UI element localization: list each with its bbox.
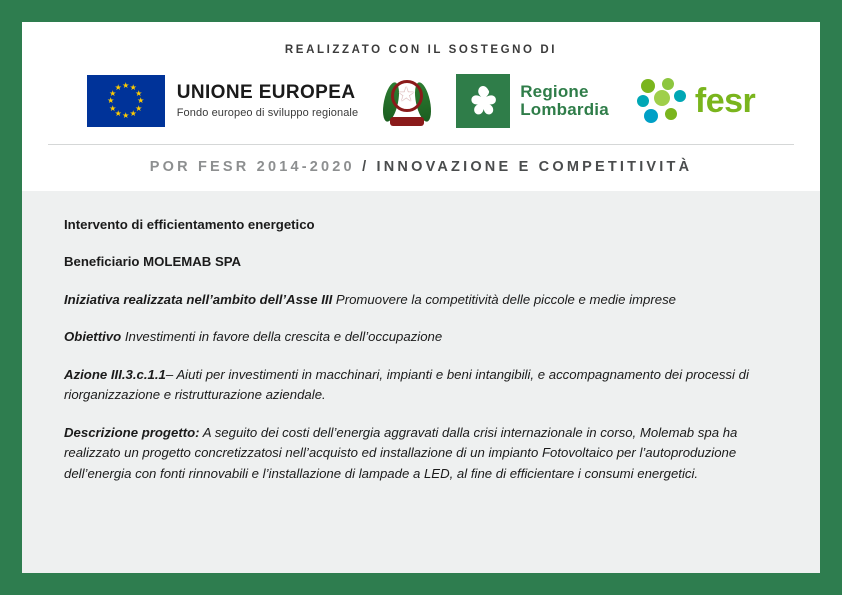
- page-title: Intervento di efficientamento energetico: [64, 217, 315, 232]
- lombardia-line1: Regione: [520, 82, 589, 102]
- eu-star-icon: ★: [122, 81, 130, 90]
- action-text: – Aiuti per investimenti in macchinari, impianti e beni intangibili, e accompagnamento dei processi di riorganizzazione e ristrutturazione aziendale.: [64, 366, 749, 403]
- eu-flag-icon: [87, 75, 165, 127]
- action-paragraph: [64, 365, 778, 406]
- lombardia-rose-icon: [456, 74, 510, 128]
- initiative-label: Iniziativa realizzata nell’ambito dell’Asse III: [64, 291, 333, 307]
- programme-right: INNOVAZIONE E COMPETITIVITÀ: [376, 159, 693, 175]
- poster-page: [22, 22, 820, 573]
- regione-lombardia-logo: [456, 74, 609, 128]
- eu-star-icon: ★: [137, 96, 145, 105]
- description-paragraph: [64, 423, 778, 484]
- programme-subtitle: [22, 145, 820, 191]
- fesr-wordmark: fesr: [694, 82, 756, 120]
- emblem-star-icon: ★: [397, 84, 416, 106]
- header-band: [22, 22, 820, 191]
- description-label: Descrizione progetto:: [64, 424, 200, 440]
- eu-subtitle: Fondo europeo di sviluppo regionale: [176, 106, 359, 119]
- eu-star-icon: ★: [109, 103, 117, 113]
- eu-star-icon: ★: [135, 103, 143, 113]
- fesr-dots-icon: [635, 77, 687, 125]
- description-text: A seguito dei costi dell’energia aggravati dalla crisi internazionale in corso, Molemab spa ha realizzato un progetto concretizzatosi nell’acquisto ed installazione di un impianto Fotovoltaico per l’autoproduzione dell’energia con fonti rinnovabili e l’installazione di lampade a LED, al fine di efficientare i consumi energetici.: [64, 424, 738, 481]
- objective-text: Investimenti in favore della crescita e dell’occupazione: [121, 329, 443, 345]
- eu-title: UNIONE EUROPEA: [176, 82, 356, 104]
- eu-star-icon: ★: [107, 96, 115, 105]
- logo-row: [22, 74, 820, 144]
- eu-star-icon: ★: [122, 111, 130, 120]
- eu-logo-text: [177, 83, 358, 119]
- action-label: Azione III.3.c.1.1: [64, 366, 166, 382]
- eu-star-icon: ★: [129, 83, 137, 92]
- eu-star-icon: ★: [129, 108, 137, 118]
- programme-left: POR FESR 2014-2020: [149, 159, 355, 175]
- objective-paragraph: [64, 327, 778, 347]
- initiative-paragraph: [64, 290, 778, 310]
- eu-star-icon: ★: [135, 88, 143, 98]
- beneficiary-line: Beneficiario MOLEMAB SPA: [64, 254, 242, 270]
- lombardia-wordmark: [520, 83, 609, 119]
- republic-emblem-icon: [384, 74, 430, 128]
- eu-star-icon: ★: [109, 88, 117, 98]
- initiative-text: Promuovere la competitività delle piccole e medie imprese: [332, 291, 677, 307]
- eu-logo: [87, 75, 358, 127]
- fesr-logo: [635, 77, 755, 125]
- eu-star-icon: ★: [114, 83, 122, 92]
- lombardia-line2: Lombardia: [520, 100, 609, 119]
- programme-separator: /: [362, 159, 370, 175]
- emblem-ribbon-shape: [390, 117, 424, 126]
- header-kicker: REALIZZATO CON IL SOSTEGNO DI: [284, 44, 558, 56]
- objective-label: Obiettivo: [64, 329, 122, 345]
- eu-star-icon: ★: [114, 108, 122, 118]
- content-body: [22, 191, 820, 573]
